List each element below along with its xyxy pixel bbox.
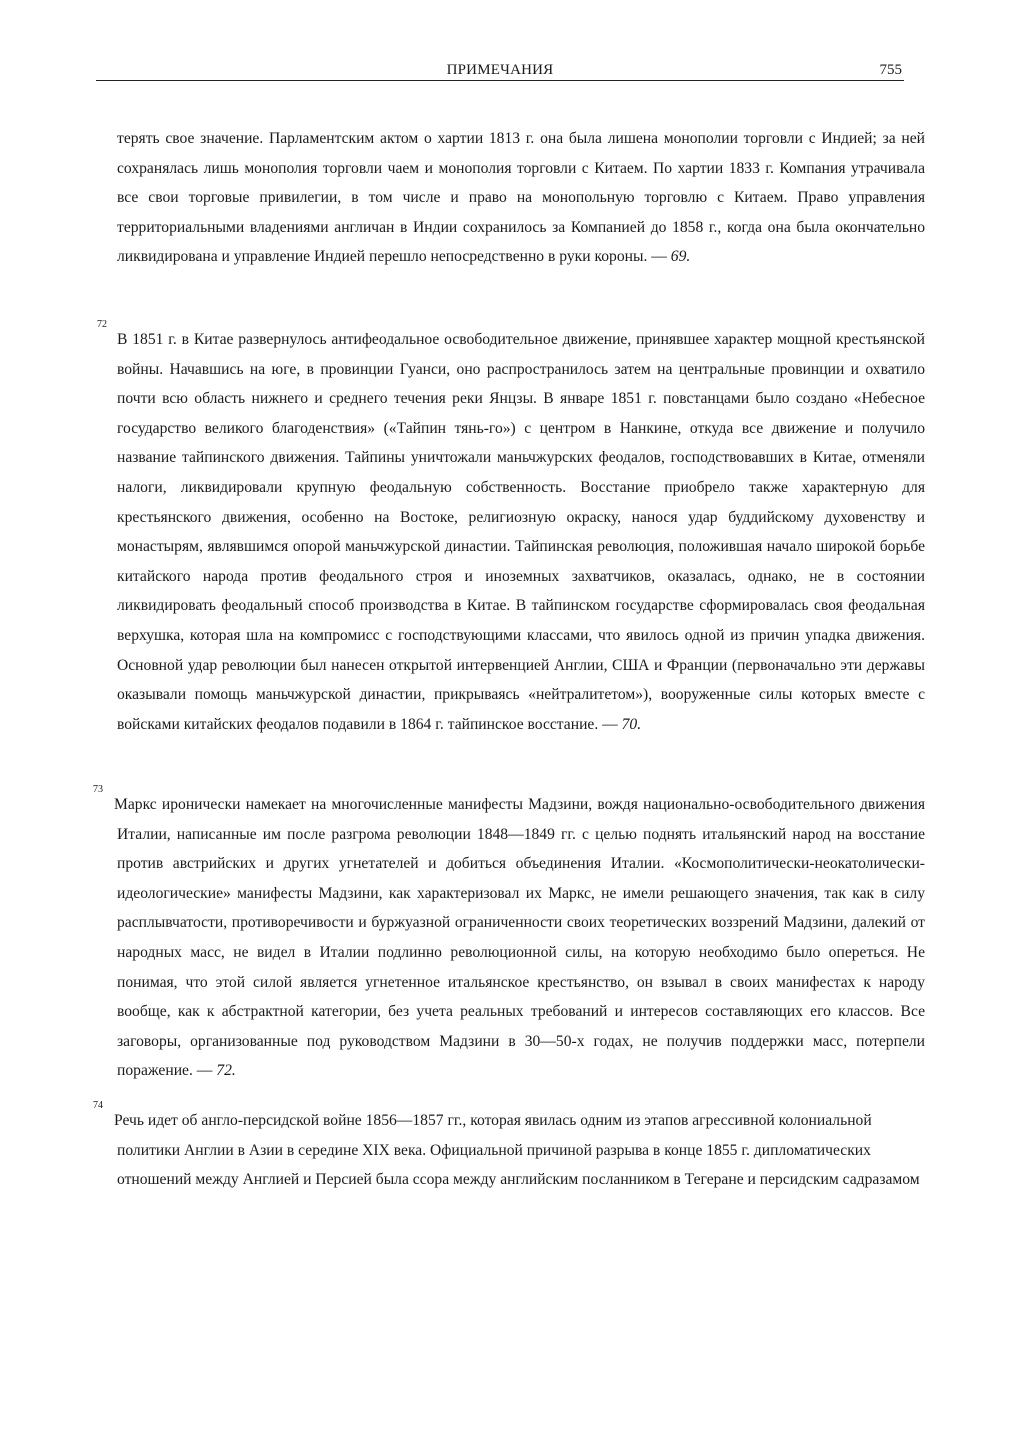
running-header bbox=[96, 62, 904, 81]
note-text: терять свое значение. Парламентским актом о хартии 1813 г. она была лишена монополии торговли с Индией; за ней сохранялась лишь монополия торговли чаем и монополия торговли с Китаем. По хартии 1833 г. Компания утрачивала все свои торговые привилегии, в том числе и право на монопольную торговлю с Китаем. Право управления территориальными владениями англичан в Индии сохранилось за Компанией до 1858 г., когда она была окончательно ликвидирована и управление Индией перешло непосредственно в руки короны. — bbox=[117, 130, 925, 266]
note-74 bbox=[93, 1100, 925, 1195]
page-reference: 69. bbox=[670, 248, 691, 266]
running-title: ПРИМЕЧАНИЯ bbox=[446, 62, 554, 78]
footnote-number: 74 bbox=[93, 1100, 103, 1111]
note-text: Маркс иронически намекает на многочисленные манифесты Мадзини, вождя национально-освободительного движения Италии, написанные им после разгрома революции 1848—1849 гг. с целью поднять итальянский народ на восстание против австрийских и других угнетателей и добиться объединения Италии. «Космополитически-неокатолически-идеологические» манифесты Мадзини, как характеризовал их Маркс, не имели решающего значения, так как в силу расплывчатости, противоречивости и буржуазной ограниченности своих теоретических воззрений Мадзини, далекий от народных масс, не видел в Италии подлинно революционной силы, на которую необходимо было опереться. Не понимая, что этой силой является угнетенное итальянское крестьянство, он взывал в своих манифестах к народу вообще, как к абстрактной категории, без учета реальных требований и интересов составляющих его классов. Все заговоры, организованные под руководством Мадзини в 30—50-х годах, не получив поддержки масс, потерпели поражение. — bbox=[114, 796, 925, 1080]
footnote-number: 73 bbox=[93, 784, 103, 795]
note-73 bbox=[93, 784, 925, 1086]
note-text: Речь идет об англо-персидской войне 1856—1857 гг., которая явилась одним из этапов агрессивной колониальной политики Англии в Азии в середине XIX века. Официальной причиной разрыва в конце 1855 г. дипломатических отношений между Англией и Персией была ссора между английским посланником в Тегеране и персидским садразамом bbox=[114, 1112, 920, 1189]
page-number: 755 bbox=[879, 62, 902, 78]
page-reference: 70. bbox=[621, 715, 642, 733]
note-continued bbox=[117, 124, 925, 272]
footnote-number: 72 bbox=[97, 319, 107, 330]
note-72 bbox=[97, 319, 925, 739]
page-reference: 72. bbox=[216, 1062, 236, 1080]
note-text: В 1851 г. в Китае развернулось антифеодальное освободительное движение, принявшее характер мощной крестьянской войны. Начавшись на юге, в провинции Гуанси, оно распространилось затем на центральные провинции и охватило почти всю область нижнего и среднего течения реки Янцзы. В январе 1851 г. повстанцами было создано «Небесное государство великого благоденствия» («Тайпин тянь-го») с центром в Нанкине, откуда все движение и получило название тайпинского движения. Тайпины уничтожали маньчжурских феодалов, господствовавших в Китае, отменяли налоги, ликвидировали крупную феодальную собственность. Восстание приобрело также характерную для крестьянского движения, особенно на Востоке, религиозную окраску, нанося удар буддийскому духовенству и монастырям, являвшимся опорой маньчжурской династии. Тайпинская революция, положившая начало широкой борьбе китайского народа против феодального строя и иноземных захватчиков, оказалась, однако, не в состоянии ликвидировать феодальный способ производства в Китае. В тайпинском государстве сформировалась своя феодальная верхушка, которая шла на компромисс с господствующими классами, что явилось одной из причин упадка движения. Основной удар революции был нанесен открытой интервенцией Англии, США и Франции (первоначально эти державы оказывали помощь маньчжурской династии, прикрываясь «нейтралитетом»), вооруженные силы которых вместе с войсками китайских феодалов подавили в 1864 г. тайпинское восстание. — bbox=[117, 331, 925, 733]
